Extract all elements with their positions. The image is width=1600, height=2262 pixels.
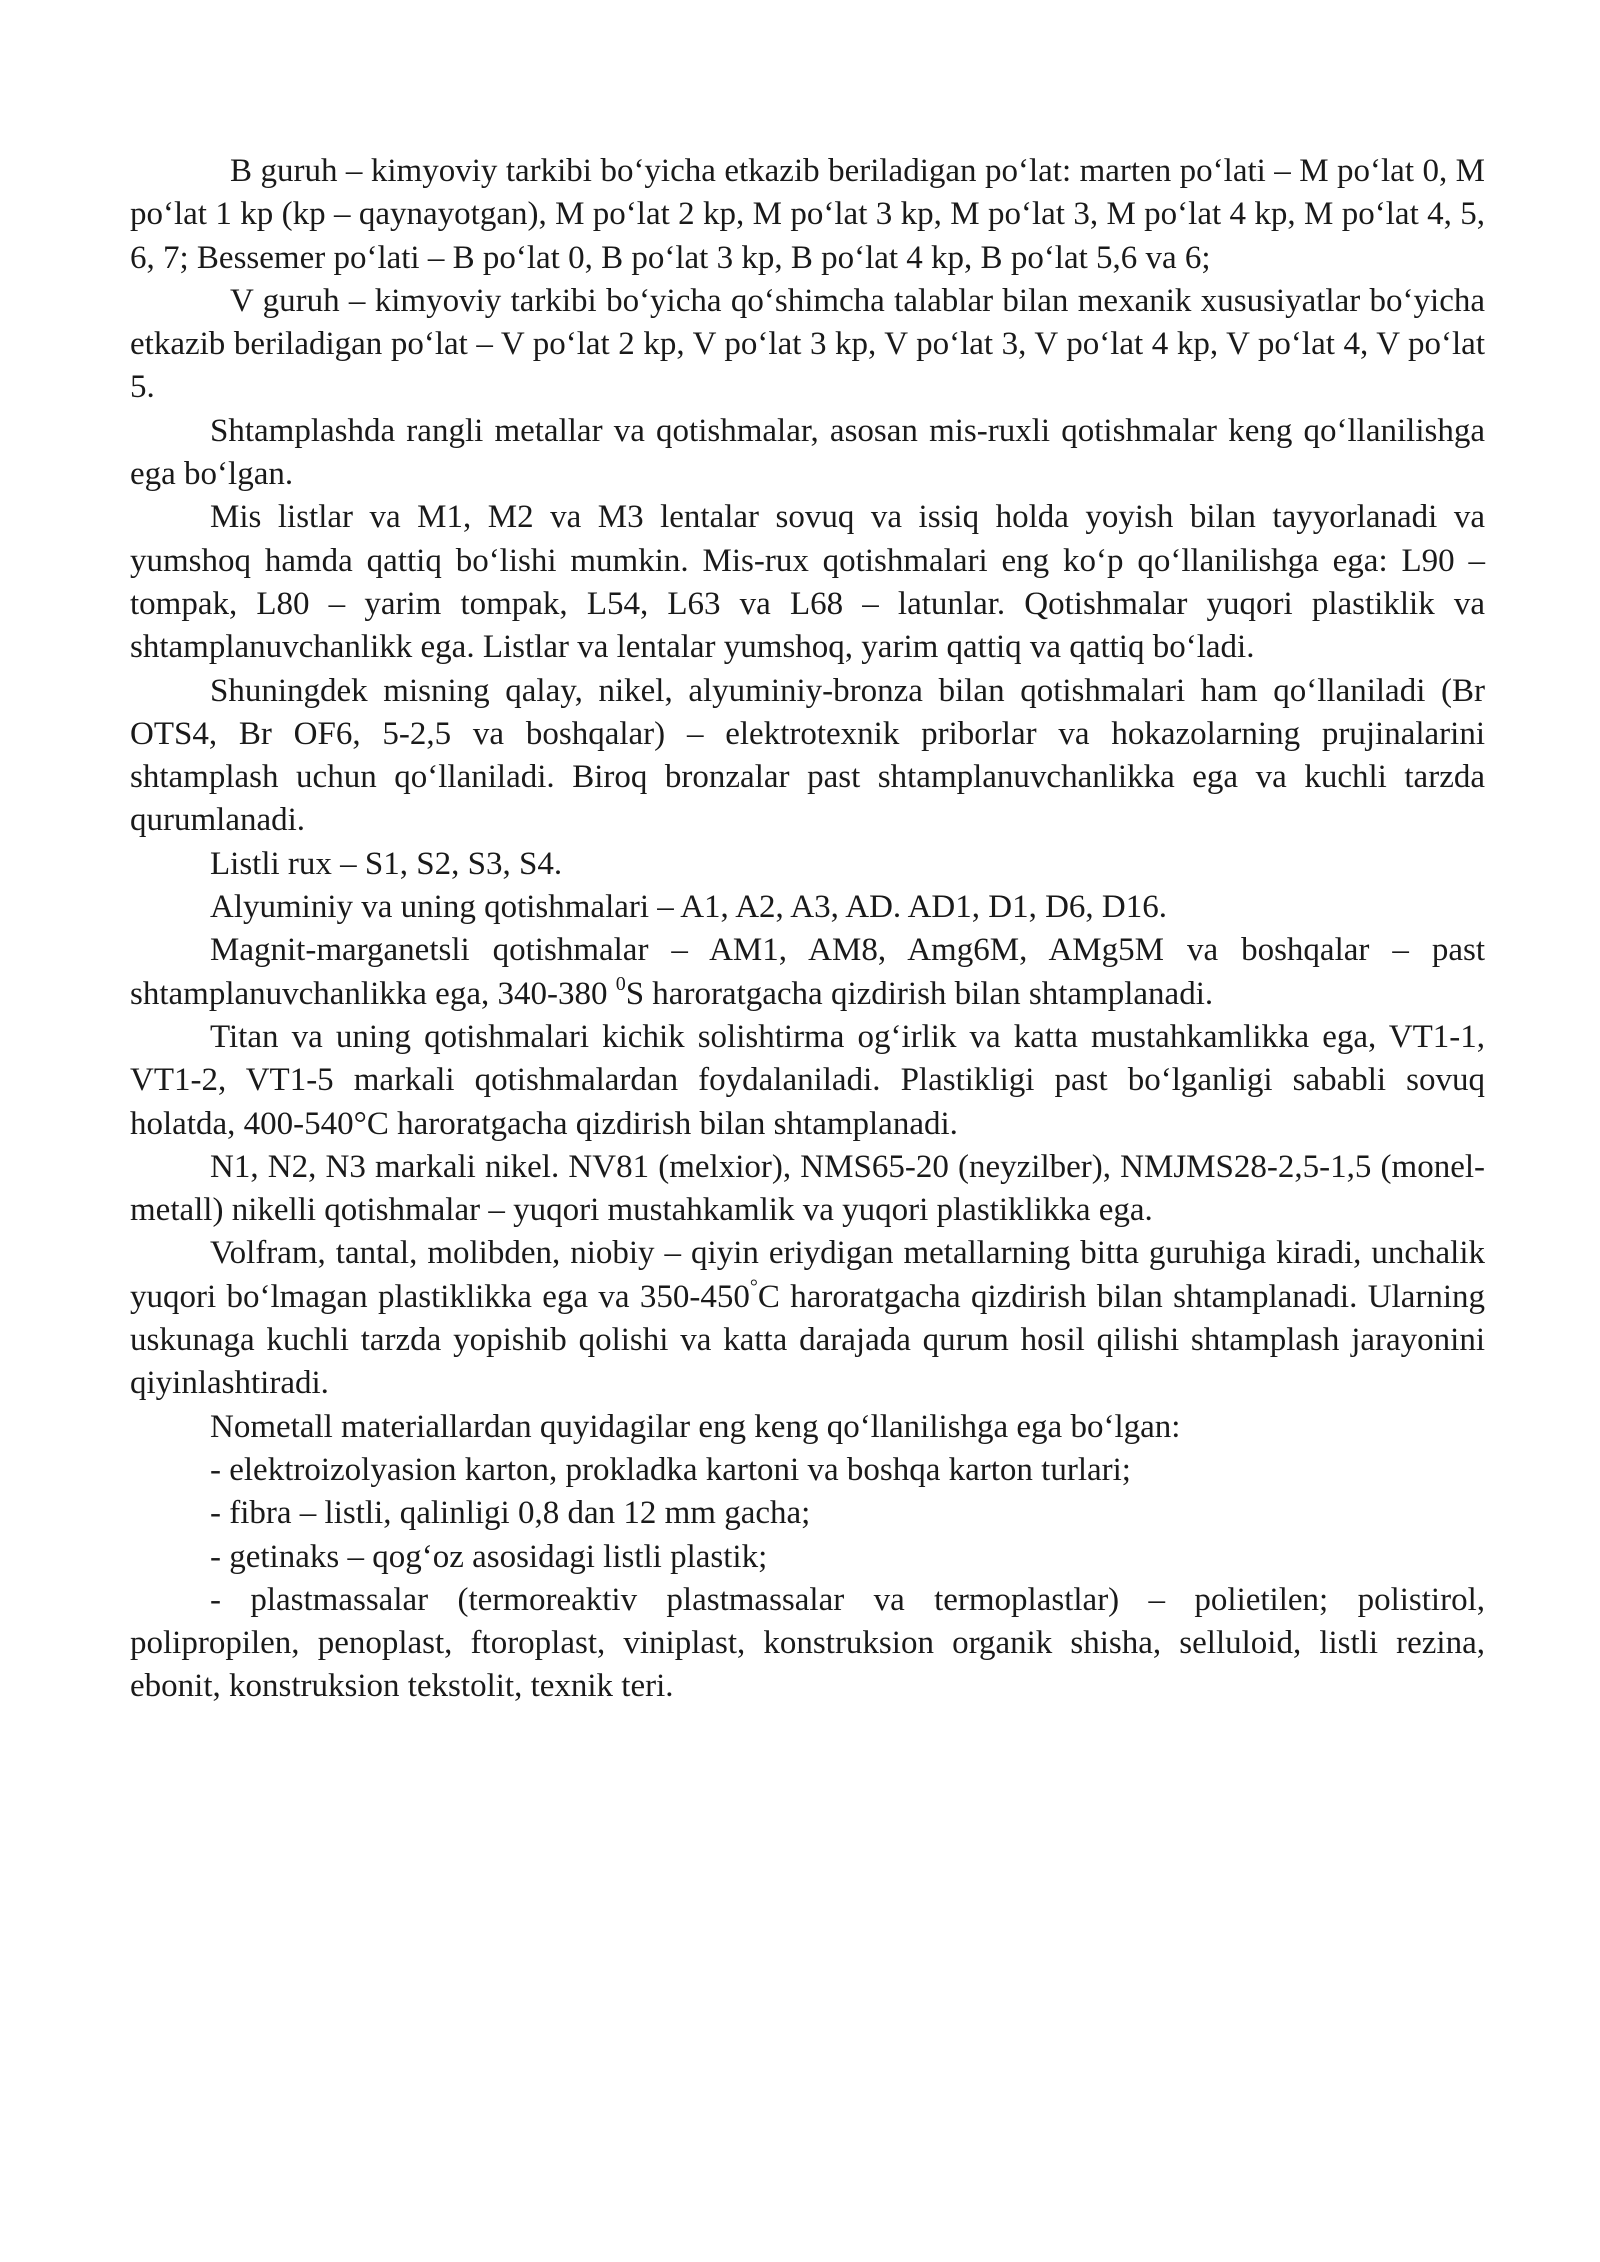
- paragraph-alyuminiy: Alyuminiy va uning qotishmalari – A1, A2, A3, AD. AD1, D1, D6, D16.: [210, 889, 1167, 926]
- paragraph-volfram: [130, 1232, 1485, 1405]
- volfram-text-after: C haroratgacha qizdirish bilan shtamplanadi. Ularning uskunaga kuchli tarzda yopishib qolishi va katta darajada qurum hosil qilishi shtamplash jarayonini qiyinlashtiradi.: [130, 1278, 1485, 1402]
- document-page: [130, 150, 1485, 1709]
- paragraph-mis-listlar: Mis listlar va M1, M2 va M3 lentalar sovuq va issiq holda yoyish bilan tayyorlanadi va yumshoq hamda qattiq bo‘lishi mumkin. Mis-rux qotishmalari eng ko‘p qo‘llanilishga ega: L90 – tompak, L80 – yarim tompak, L54, L63 va L68 – latunlar. Qotishmalar yuqori plastiklik va shtamplanuvchanlikk ega. Listlar va lentalar yumshoq, yarim qattiq va qattiq bo‘ladi.: [130, 499, 1485, 666]
- paragraph-rangli-metallar: Shtamplashda rangli metallar va qotishmalar, asosan mis-ruxli qotishmalar keng qo‘llanilishga ega bo‘lgan.: [130, 412, 1485, 493]
- paragraph-listli-rux: Listli rux – S1, S2, S3, S4.: [210, 845, 563, 882]
- paragraph-magnit-marganetsli: [130, 929, 1485, 1016]
- paragraph-nometall-intro: Nometall materiallardan quyidagilar eng keng qo‘llanilishga ega bo‘lgan:: [210, 1408, 1181, 1445]
- magnit-superscript: 0: [615, 972, 626, 995]
- paragraph-b-guruh: B guruh – kimyoviy tarkibi bo‘yicha etkazib beriladigan po‘lat: marten po‘lati – M po‘lat 0, M po‘lat 1 kp (kp – qaynayotgan), M po‘lat 2 kp, M po‘lat 3 kp, M po‘lat 3, M po‘lat 4 kp, M po‘lat 4, 5, 6, 7; Bessemer po‘lati – B po‘lat 0, B po‘lat 3 kp, B po‘lat 4 kp, B po‘lat 5,6 va 6;: [130, 153, 1485, 276]
- list-item: - fibra – listli, qalinligi 0,8 dan 12 mm gacha;: [210, 1495, 811, 1532]
- paragraph-v-guruh: V guruh – kimyoviy tarkibi bo‘yicha qo‘shimcha talablar bilan mexanik xususiyatlar bo‘yicha etkazib beriladigan po‘lat – V po‘lat 2 kp, V po‘lat 3 kp, V po‘lat 3, V po‘lat 4 kp, V po‘lat 4, V po‘lat 5.: [130, 282, 1485, 406]
- volfram-superscript: °: [749, 1275, 758, 1298]
- paragraph-nikel: N1, N2, N3 markali nikel. NV81 (melxior), NMS65-20 (neyzilber), NMJMS28-2,5-1,5 (monel-metall) nikelli qotishmalar – yuqori mustahkamlik va yuqori plastiklikka ega.: [130, 1148, 1485, 1229]
- list-item: - plastmassalar (termoreaktiv plastmassalar va termoplastlar) – polietilen; polistirol, polipropilen, penoplast, ftoroplast, viniplast, konstruksion organik shisha, selluloid, listli rezina, ebonit, konstruksion tekstolit, texnik teri.: [130, 1581, 1485, 1705]
- paragraph-bronza: Shuningdek misning qalay, nikel, alyuminiy-bronza bilan qotishmalari ham qo‘llaniladi (Br OTS4, Br OF6, 5-2,5 va boshqalar) – elektrotexnik priborlar va hokazolarning prujinalarini shtamplash uchun qo‘llaniladi. Biroq bronzalar past shtamplanuvchanlikka ega va kuchli tarzda qurumlanadi.: [130, 672, 1485, 839]
- magnit-text-after: S haroratgacha qizdirish bilan shtamplanadi.: [625, 975, 1214, 1012]
- magnit-text-before: Magnit-marganetsli qotishmalar – AM1, AM8, Amg6M, AMg5M va boshqalar – past shtamplanuvchanlikka ega, 340-380: [130, 932, 1485, 1012]
- list-item: - elektroizolyasion karton, prokladka kartoni va boshqa karton turlari;: [210, 1451, 1131, 1488]
- volfram-text-before: Volfram, tantal, molibden, niobiy – qiyin eriydigan metallarning bitta guruhiga kiradi, unchalik yuqori bo‘lmagan plastiklikka ega va 350-450: [130, 1235, 1485, 1315]
- paragraph-titan: Titan va uning qotishmalari kichik solishtirma og‘irlik va katta mustahkamlikka ega, VT1-1, VT1-2, VT1-5 markali qotishmalardan foydalaniladi. Plastikligi past bo‘lganligi sababli sovuq holatda, 400-540°C haroratgacha qizdirish bilan shtamplanadi.: [130, 1018, 1485, 1142]
- list-item: - getinaks – qog‘oz asosidagi listli plastik;: [210, 1538, 768, 1575]
